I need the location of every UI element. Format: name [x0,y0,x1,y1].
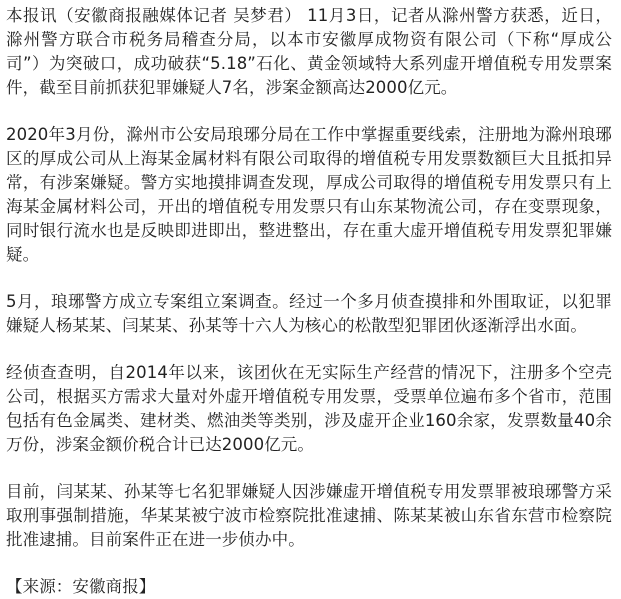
article-paragraph-status: 目前，闫某某、孙某等七名犯罪嫌疑人因涉嫌虚开增值税专用发票罪被琅琊警方采取刑事强制措施，华某某被宁波市检察院批准逮捕、陈某某被山东省东营市检察院批准逮捕。目前案件正在进一步侦办中。 [6,482,612,549]
article-paragraph-lead: 本报讯（安徽商报融媒体记者 吴梦君） 11月3日，记者从滁州警方获悉，近日，滁州警方联合市税务局稽查分局，以本市安徽厚成物资有限公司（下称“厚成公司”）为突破口，成功破获“5.18”石化、黄金领域特大系列虚开增值税专用发票案件，截至目前抓获犯罪嫌疑人7名，涉案金额高达2000亿元。 [6,6,612,97]
article-paragraph-investigation: 2020年3月份，滁州市公安局琅琊分局在工作中掌握重要线索，注册地为滁州琅琊区的厚成公司从上海某金属材料有限公司取得的增值税专用发票数额巨大且抵扣异常，有涉案嫌疑。警方实地摸排调查发现，厚成公司取得的增值税专用发票只有上海某金属材料公司，开出的增值税专用发票只有山东某物流公司，存在变票现象，同时银行流水也是反映即进即出，整进整出，存在重大虚开增值税专用发票犯罪嫌疑。 [6,125,612,264]
news-article [6,4,612,599]
article-paragraph-task-force: 5月，琅琊警方成立专案组立案调查。经过一个多月侦查摸排和外围取证，以犯罪嫌疑人杨某某、闫某某、孙某等十六人为核心的松散型犯罪团伙逐渐浮出水面。 [6,292,612,335]
article-paragraph-findings: 经侦查查明，自2014年以来，该团伙在无实际生产经营的情况下，注册多个空壳公司，根据买方需求大量对外虚开增值税专用发票，受票单位遍布多个省市，范围包括有色金属类、建材类、燃油类等类别，涉及虚开企业160余家，发票数量40余万份，涉案金额价税合计已达2000亿元。 [6,363,612,454]
article-source: 【来源：安徽商报】 [6,577,156,596]
